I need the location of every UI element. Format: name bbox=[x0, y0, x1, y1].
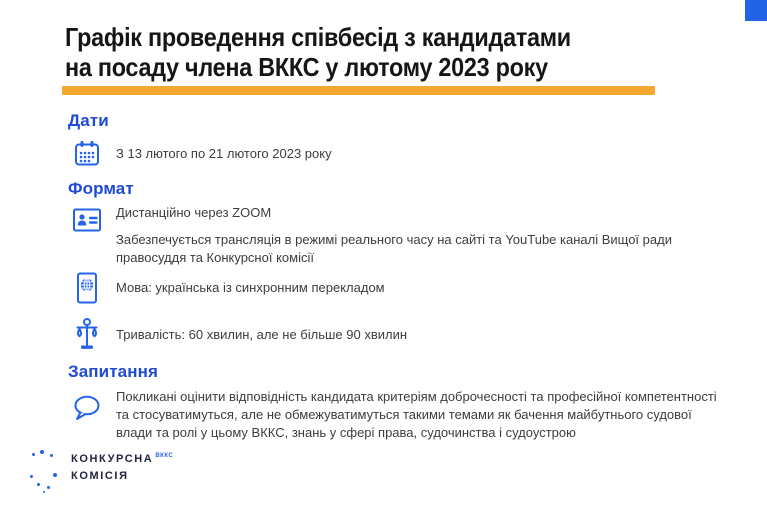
footer-logo-superscript: ВККС bbox=[155, 453, 174, 460]
duration-text: Тривалість: 60 хвилин, але не більше 90 хвилин bbox=[116, 327, 408, 342]
dates-range-text: З 13 лютого по 21 лютого 2023 року bbox=[116, 146, 332, 161]
page-title-line2: на посаду члена ВККС у лютому 2023 року bbox=[65, 52, 548, 82]
footer-logo-text bbox=[71, 453, 173, 482]
dates-row bbox=[70, 138, 332, 170]
passport-globe-icon bbox=[70, 271, 104, 305]
title-underline bbox=[62, 86, 655, 95]
id-card-icon bbox=[70, 206, 104, 234]
footer-logo-line1 bbox=[71, 453, 173, 465]
questions-row bbox=[70, 388, 731, 442]
section-heading-dates: Дати bbox=[68, 111, 109, 130]
format-broadcast-text: Забезпечується трансляція в режимі реального часу на сайті та YouTube каналі Вищої ради правосуддя та Конкурсної комісії bbox=[116, 232, 672, 265]
language-text: Мова: українська із синхронним перекладом bbox=[116, 280, 385, 295]
page-title-line1: Графік проведення співбесід з кандидатами bbox=[65, 22, 571, 52]
footer-logo-word1: КОНКУРСНА bbox=[71, 453, 154, 465]
speech-bubble-icon bbox=[70, 394, 104, 424]
footer-logo-line2: КОМІСІЯ bbox=[71, 470, 129, 482]
calendar-icon bbox=[70, 139, 104, 169]
format-text-block bbox=[116, 204, 731, 267]
footer-logo bbox=[30, 449, 173, 493]
duration-row bbox=[70, 317, 407, 353]
corner-accent-square bbox=[745, 0, 767, 21]
page-title bbox=[65, 22, 571, 82]
format-row bbox=[70, 204, 731, 267]
scales-icon bbox=[70, 317, 104, 353]
language-row bbox=[70, 271, 385, 305]
format-remote-text: Дистанційно через ZOOM bbox=[116, 205, 272, 220]
dots-circle-logo bbox=[30, 449, 58, 493]
questions-description-text: Покликані оцінити відповідність кандидата критеріям доброчесності та професійної компетентності та стосуватимуться, але не обмежуватимуться такими темами як бачення майбутнього судової влади та ролі у цьому ВККС, знань у сфері права, судочинства і судоустрою bbox=[116, 389, 717, 440]
section-heading-format: Формат bbox=[68, 179, 134, 198]
section-heading-questions: Запитання bbox=[68, 362, 158, 381]
